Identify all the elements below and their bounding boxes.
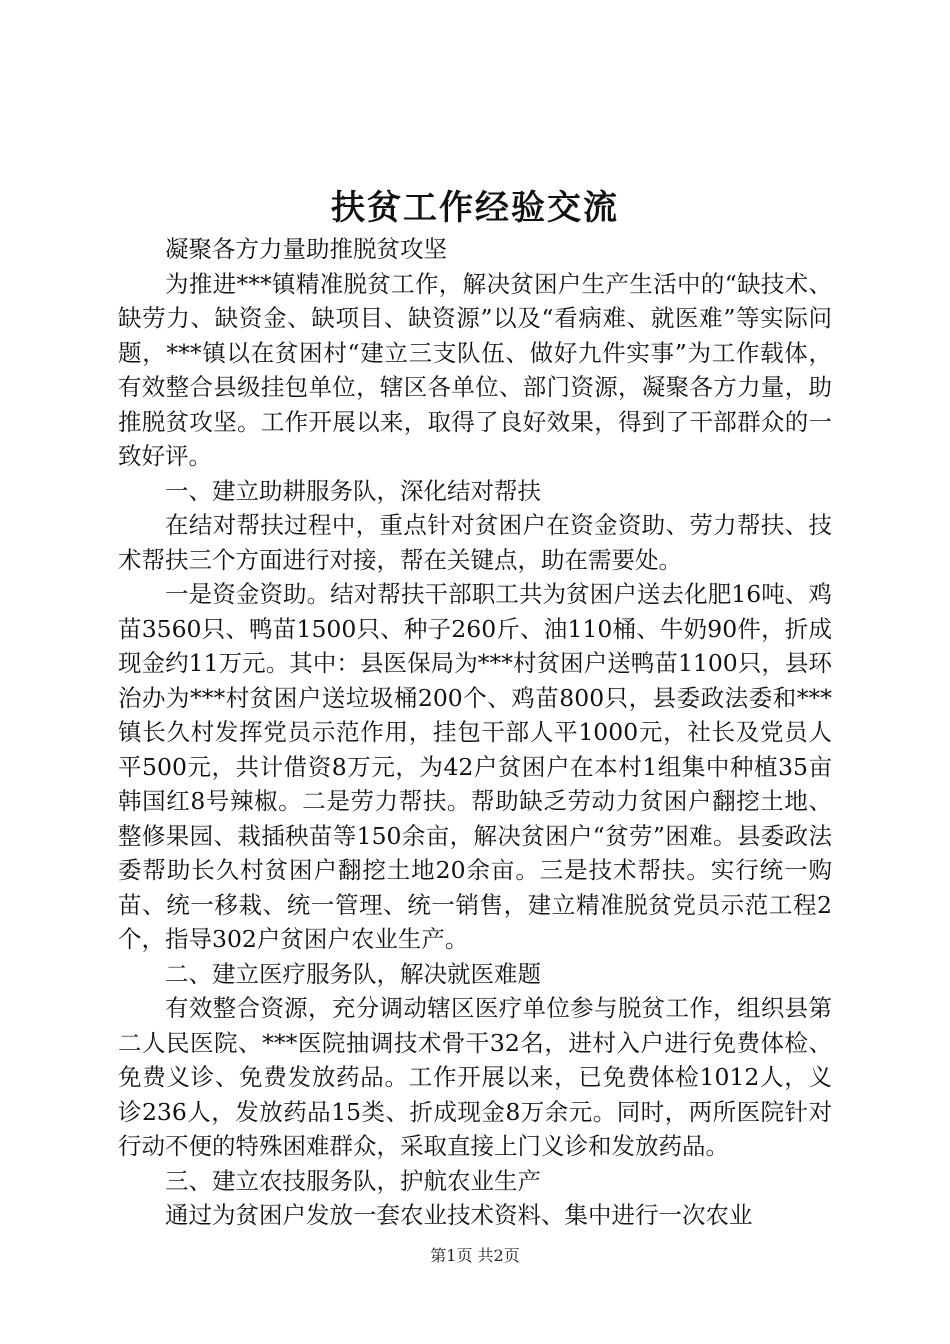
section-heading-2: 二、建立医疗服务队，解决就医难题 [165, 959, 541, 988]
section-heading-3: 三、建立农技服务队，护航农业生产 [165, 1166, 541, 1195]
body-paragraph: 在结对帮扶过程中，重点针对贫困户在资金资助、劳力帮扶、技术帮扶三个方面进行对接，帮在关键点，助在需要处。 [118, 511, 832, 574]
document-body [118, 232, 832, 1233]
section-heading-1: 一、建立助耕服务队，深化结对帮扶 [165, 476, 541, 505]
intro-paragraph: 为推进***镇精准脱贫工作，解决贫困户生产生活中的“缺技术、缺劳力、缺资金、缺项目、缺资源”以及“看病难、就医难”等实际问题，***镇以在贫困村“建立三支队伍、做好九件实事”为工作载体，有效整合县级挂包单位，辖区各单位、部门资源，凝聚各方力量，助推脱贫攻坚。工作开展以来，取得了良好效果，得到了干部群众的一致好评。 [118, 269, 832, 470]
body-paragraph: 通过为贫困户发放一套农业技术资料、集中进行一次农业 [165, 1201, 753, 1229]
document-title: 扶贫工作经验交流 [331, 188, 619, 228]
subtitle-paragraph: 凝聚各方力量助推脱贫攻坚 [165, 235, 447, 263]
body-paragraph: 有效整合资源，充分调动辖区医疗单位参与脱贫工作，组织县第二人民医院、***医院抽调技术骨干32名，进村入户进行免费体检、免费义诊、免费发放药品。工作开展以来，已免费体检1012人，义诊236人，发放药品15类、折成现金8万余元。同时，两所医院针对行动不便的特殊困难群众，采取直接上门义诊和发放药品。 [118, 994, 832, 1160]
page-footer: 第1页 共2页 [430, 1246, 520, 1265]
body-paragraph: 一是资金资助。结对帮扶干部职工共为贫困户送去化肥16吨、鸡苗3560只、鸭苗1500只、种子260斤、油110桶、牛奶90件，折成现金约11万元。其中：县医保局为***村贫困户送鸭苗1100只，县环治办为***村贫困户送垃圾桶200个、鸡苗800只，县委政法委和***镇长久村发挥党员示范作用，挂包干部人平1000元，社长及党员人平500元，共计借资8万元，为42户贫困户在本村1组集中种植35亩韩国红8号辣椒。二是劳力帮扶。帮助缺乏劳动力贫困户翻挖土地、整修果园、栽插秧苗等150余亩，解决贫困户“贫劳”困难。县委政法委帮助长久村贫困户翻挖土地20余亩。三是技术帮扶。实行统一购苗、统一移栽、统一管理、统一销售，建立精准脱贫党员示范工程2个，指导302户贫困户农业生产。 [118, 580, 832, 953]
